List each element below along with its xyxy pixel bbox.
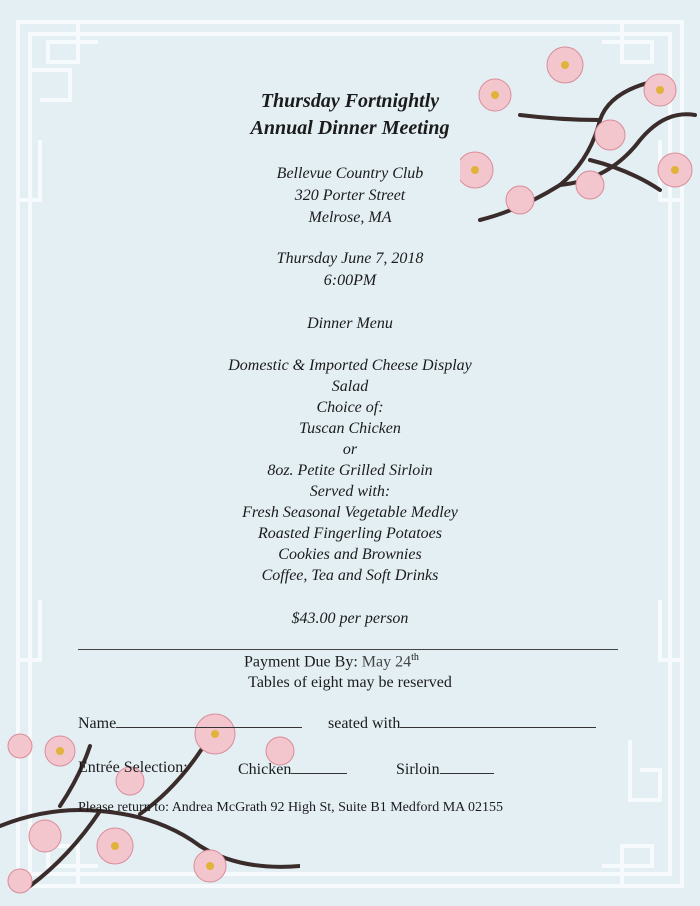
chicken-label: Chicken bbox=[238, 761, 292, 778]
name-row bbox=[78, 713, 302, 733]
seated-with-field[interactable] bbox=[400, 713, 596, 728]
event-date: Thursday June 7, 2018 bbox=[276, 250, 424, 267]
entree-selection-label: Entrée Selection: bbox=[78, 759, 188, 776]
menu-item: Fresh Seasonal Vegetable Medley bbox=[242, 504, 458, 521]
sirloin-option bbox=[396, 759, 494, 779]
menu-item: Domestic & Imported Cheese Display bbox=[228, 357, 472, 374]
return-address: Please return to: Andrea McGrath 92 High St, Suite B1 Medford MA 02155 bbox=[78, 800, 504, 815]
name-field[interactable] bbox=[116, 713, 302, 728]
sirloin-field[interactable] bbox=[440, 759, 494, 774]
name-label: Name bbox=[78, 715, 117, 732]
menu-item: Coffee, Tea and Soft Drinks bbox=[261, 567, 439, 584]
menu-item: Roasted Fingerling Potatoes bbox=[258, 525, 442, 542]
menu-heading: Dinner Menu bbox=[307, 315, 393, 332]
chicken-option bbox=[238, 759, 347, 779]
payment-due-label: Payment Due By: bbox=[244, 653, 358, 671]
menu-item: Choice of: bbox=[316, 399, 384, 416]
payment-due-line bbox=[244, 652, 419, 671]
menu-item: Cookies and Brownies bbox=[278, 546, 422, 563]
divider-line bbox=[78, 649, 618, 650]
sirloin-label: Sirloin bbox=[396, 761, 440, 778]
payment-due-date: May 24 bbox=[361, 653, 412, 671]
event-title-line-2: Annual Dinner Meeting bbox=[250, 117, 450, 139]
tables-note: Tables of eight may be reserved bbox=[248, 674, 452, 691]
venue-city: Melrose, MA bbox=[308, 209, 392, 226]
menu-item: Salad bbox=[331, 378, 369, 395]
seated-row bbox=[328, 713, 596, 733]
menu-item: 8oz. Petite Grilled Sirloin bbox=[267, 462, 433, 479]
menu-item: Tuscan Chicken bbox=[299, 420, 401, 437]
seated-with-label: seated with bbox=[328, 715, 401, 732]
payment-due-suffix: th bbox=[411, 652, 419, 663]
venue-name: Bellevue Country Club bbox=[276, 165, 424, 182]
event-time: 6:00PM bbox=[323, 272, 377, 289]
menu-item: or bbox=[342, 441, 358, 458]
chicken-field[interactable] bbox=[291, 759, 347, 774]
price: $43.00 per person bbox=[291, 610, 409, 627]
menu-item: Served with: bbox=[309, 483, 391, 500]
event-title-line-1: Thursday Fortnightly bbox=[260, 90, 440, 112]
venue-street: 320 Porter Street bbox=[294, 187, 406, 204]
